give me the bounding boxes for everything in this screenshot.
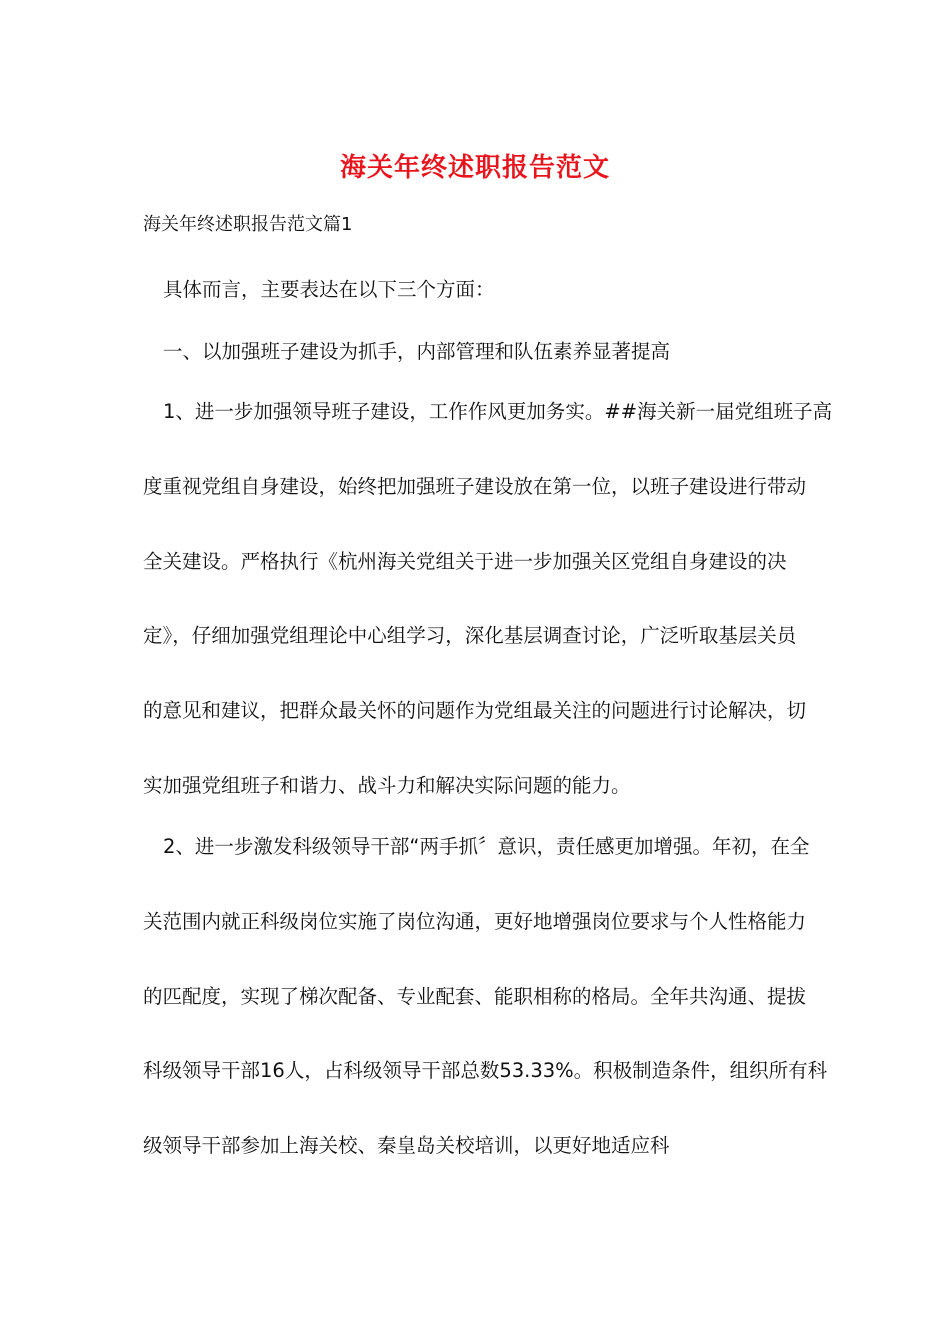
body-line: 全关建设。严格执行《杭州海关党组关于进一步加强关区党组自身建设的决 — [143, 550, 787, 573]
body-line: 实加强党组班子和谐力、战斗力和解决实际问题的能力。 — [143, 774, 631, 797]
body-line: 的匹配度，实现了梯次配备、专业配套、能职相称的格局。全年共沟通、提拔 — [143, 985, 807, 1008]
document-subtitle: 海关年终述职报告范文篇1 — [143, 214, 353, 235]
body-line: 级领导干部参加上海关校、秦皇岛关校培训，以更好地适应科 — [143, 1134, 670, 1157]
body-line: 科级领导干部16人，占科级领导干部总数53.33%。积极制造条件，组织所有科 — [143, 1059, 828, 1082]
body-line: 的意见和建议，把群众最关怀的问题作为党组最关注的问题进行讨论解决，切 — [143, 699, 807, 722]
section-heading: 一、以加强班子建设为抓手，内部管理和队伍素养显著提高 — [163, 340, 671, 363]
body-line: 定》，仔细加强党组理论中心组学习，深化基层调查讨论，广泛听取基层关员 — [143, 624, 797, 647]
body-line: 具体而言，主要表达在以下三个方面： — [163, 278, 495, 301]
body-line: 2、进一步激发科级领导干部“两手抓〞意识，责任感更加增强。年初，在全 — [163, 835, 810, 858]
body-line: 关范围内就正科级岗位实施了岗位沟通，更好地增强岗位要求与个人性格能力 — [143, 910, 807, 933]
body-line: 度重视党组自身建设，始终把加强班子建设放在第一位，以班子建设进行带动 — [143, 475, 807, 498]
body-line: 1、进一步加强领导班子建设，工作作风更加务实。##海关新一届党组班子高 — [163, 400, 833, 423]
document-title: 海关年终述职报告范文 — [339, 153, 610, 183]
